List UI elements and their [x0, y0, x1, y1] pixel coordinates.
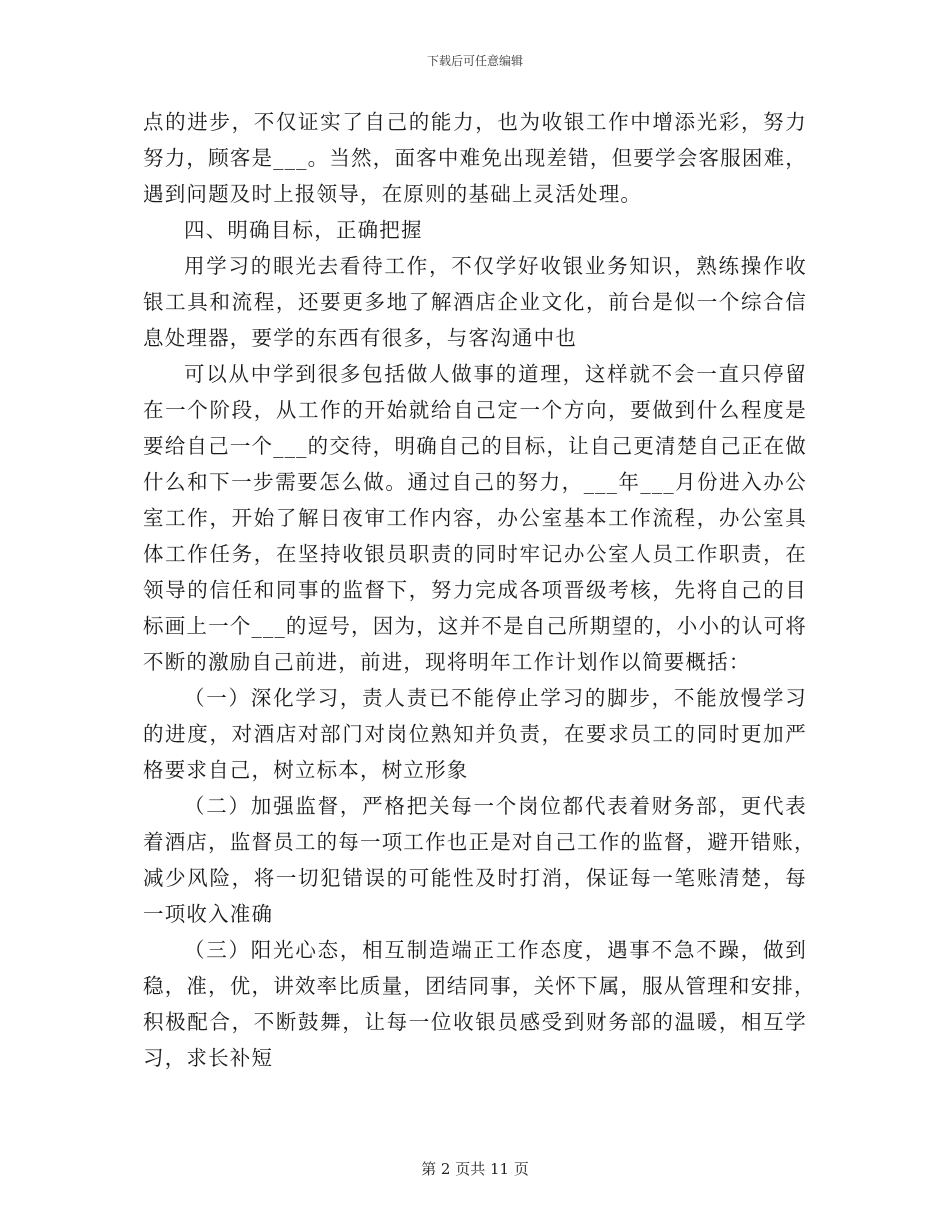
text-line: 银工具和流程，还要更多地了解酒店企业文化，前台是似一个综合信 [143, 290, 807, 314]
paragraph [143, 248, 807, 356]
page-header: 下载后可任意编辑 [426, 54, 523, 68]
text-line: 着酒店，监督员工的每一项工作也正是对自己工作的监督，避开错账， [143, 830, 816, 854]
paragraph-continuation [143, 104, 807, 212]
text-line: （一）深化学习，责人责已不能停止学习的脚步，不能放慢学习 [184, 686, 807, 710]
text-line: 在一个阶段，从工作的开始就给自己定一个方向，要做到什么程度是 [143, 398, 807, 422]
text-line: 什么和下一步需要怎么做。通过自己的努力，___年___月份进入办公 [143, 470, 807, 494]
text-line: 努力，顾客是___。当然，面客中难免出现差错，但要学会客服困难， [143, 146, 807, 170]
plan-item-3 [143, 932, 816, 1076]
text-line: 习，求长补短 [143, 1046, 274, 1070]
section-heading [143, 212, 807, 248]
text-line: 的进度，对酒店对部门对岗位熟知并负责，在要求员工的同时更加严 [143, 722, 807, 746]
plan-item-1 [143, 680, 807, 788]
paragraph [143, 356, 807, 680]
text-line: 点的进步，不仅证实了自己的能力，也为收银工作中增添光彩，努力 [143, 110, 807, 134]
text-line: 格要求自己，树立标本，树立形象 [143, 758, 469, 782]
document-body [143, 104, 816, 1076]
text-line: 可以从中学到很多包括做人做事的道理，这样就不会一直只停留 [184, 362, 807, 386]
text-line: 减少风险，将一切犯错误的可能性及时打消，保证每一笔账清楚，每 [143, 866, 807, 890]
heading-line: 四、明确目标，正确把握 [184, 218, 423, 242]
plan-item-2 [143, 788, 816, 932]
text-line: 息处理器，要学的东西有很多，与客沟通中也 [143, 326, 577, 350]
text-line: 要给自己一个___的交待，明确自己的目标，让自己更清楚自己正在做 [143, 434, 807, 458]
text-line: （三）阳光心态，相互制造端正工作态度，遇事不急不躁，做到 [184, 938, 807, 962]
text-line: 用学习的眼光去看待工作，不仅学好收银业务知识，熟练操作收 [184, 254, 807, 278]
text-line: 遇到问题及时上报领导，在原则的基础上灵活处理。 [143, 182, 643, 206]
text-line: 一项收入准确 [143, 902, 274, 926]
text-line: （二）加强监督，严格把关每一个岗位都代表着财务部，更代表 [184, 794, 807, 818]
text-line: 不断的激励自己前进，前进，现将明年工作计划作以简要概括： [143, 650, 751, 674]
text-line: 标画上一个___的逗号，因为，这并不是自己所期望的，小小的认可将 [143, 614, 807, 638]
text-line: 稳，准，优，讲效率比质量，团结同事，关怀下属，服从管理和安排， [143, 974, 816, 998]
page-number: 第 2 页共 11 页 [421, 1160, 529, 1178]
text-line: 积极配合，不断鼓舞，让每一位收银员感受到财务部的温暖，相互学 [143, 1010, 807, 1034]
text-line: 领导的信任和同事的监督下，努力完成各项晋级考核，先将自己的目 [143, 578, 807, 602]
text-line: 室工作，开始了解日夜审工作内容，办公室基本工作流程，办公室具 [143, 506, 807, 530]
text-line: 体工作任务，在坚持收银员职责的同时牢记办公室人员工作职责，在 [143, 542, 807, 566]
